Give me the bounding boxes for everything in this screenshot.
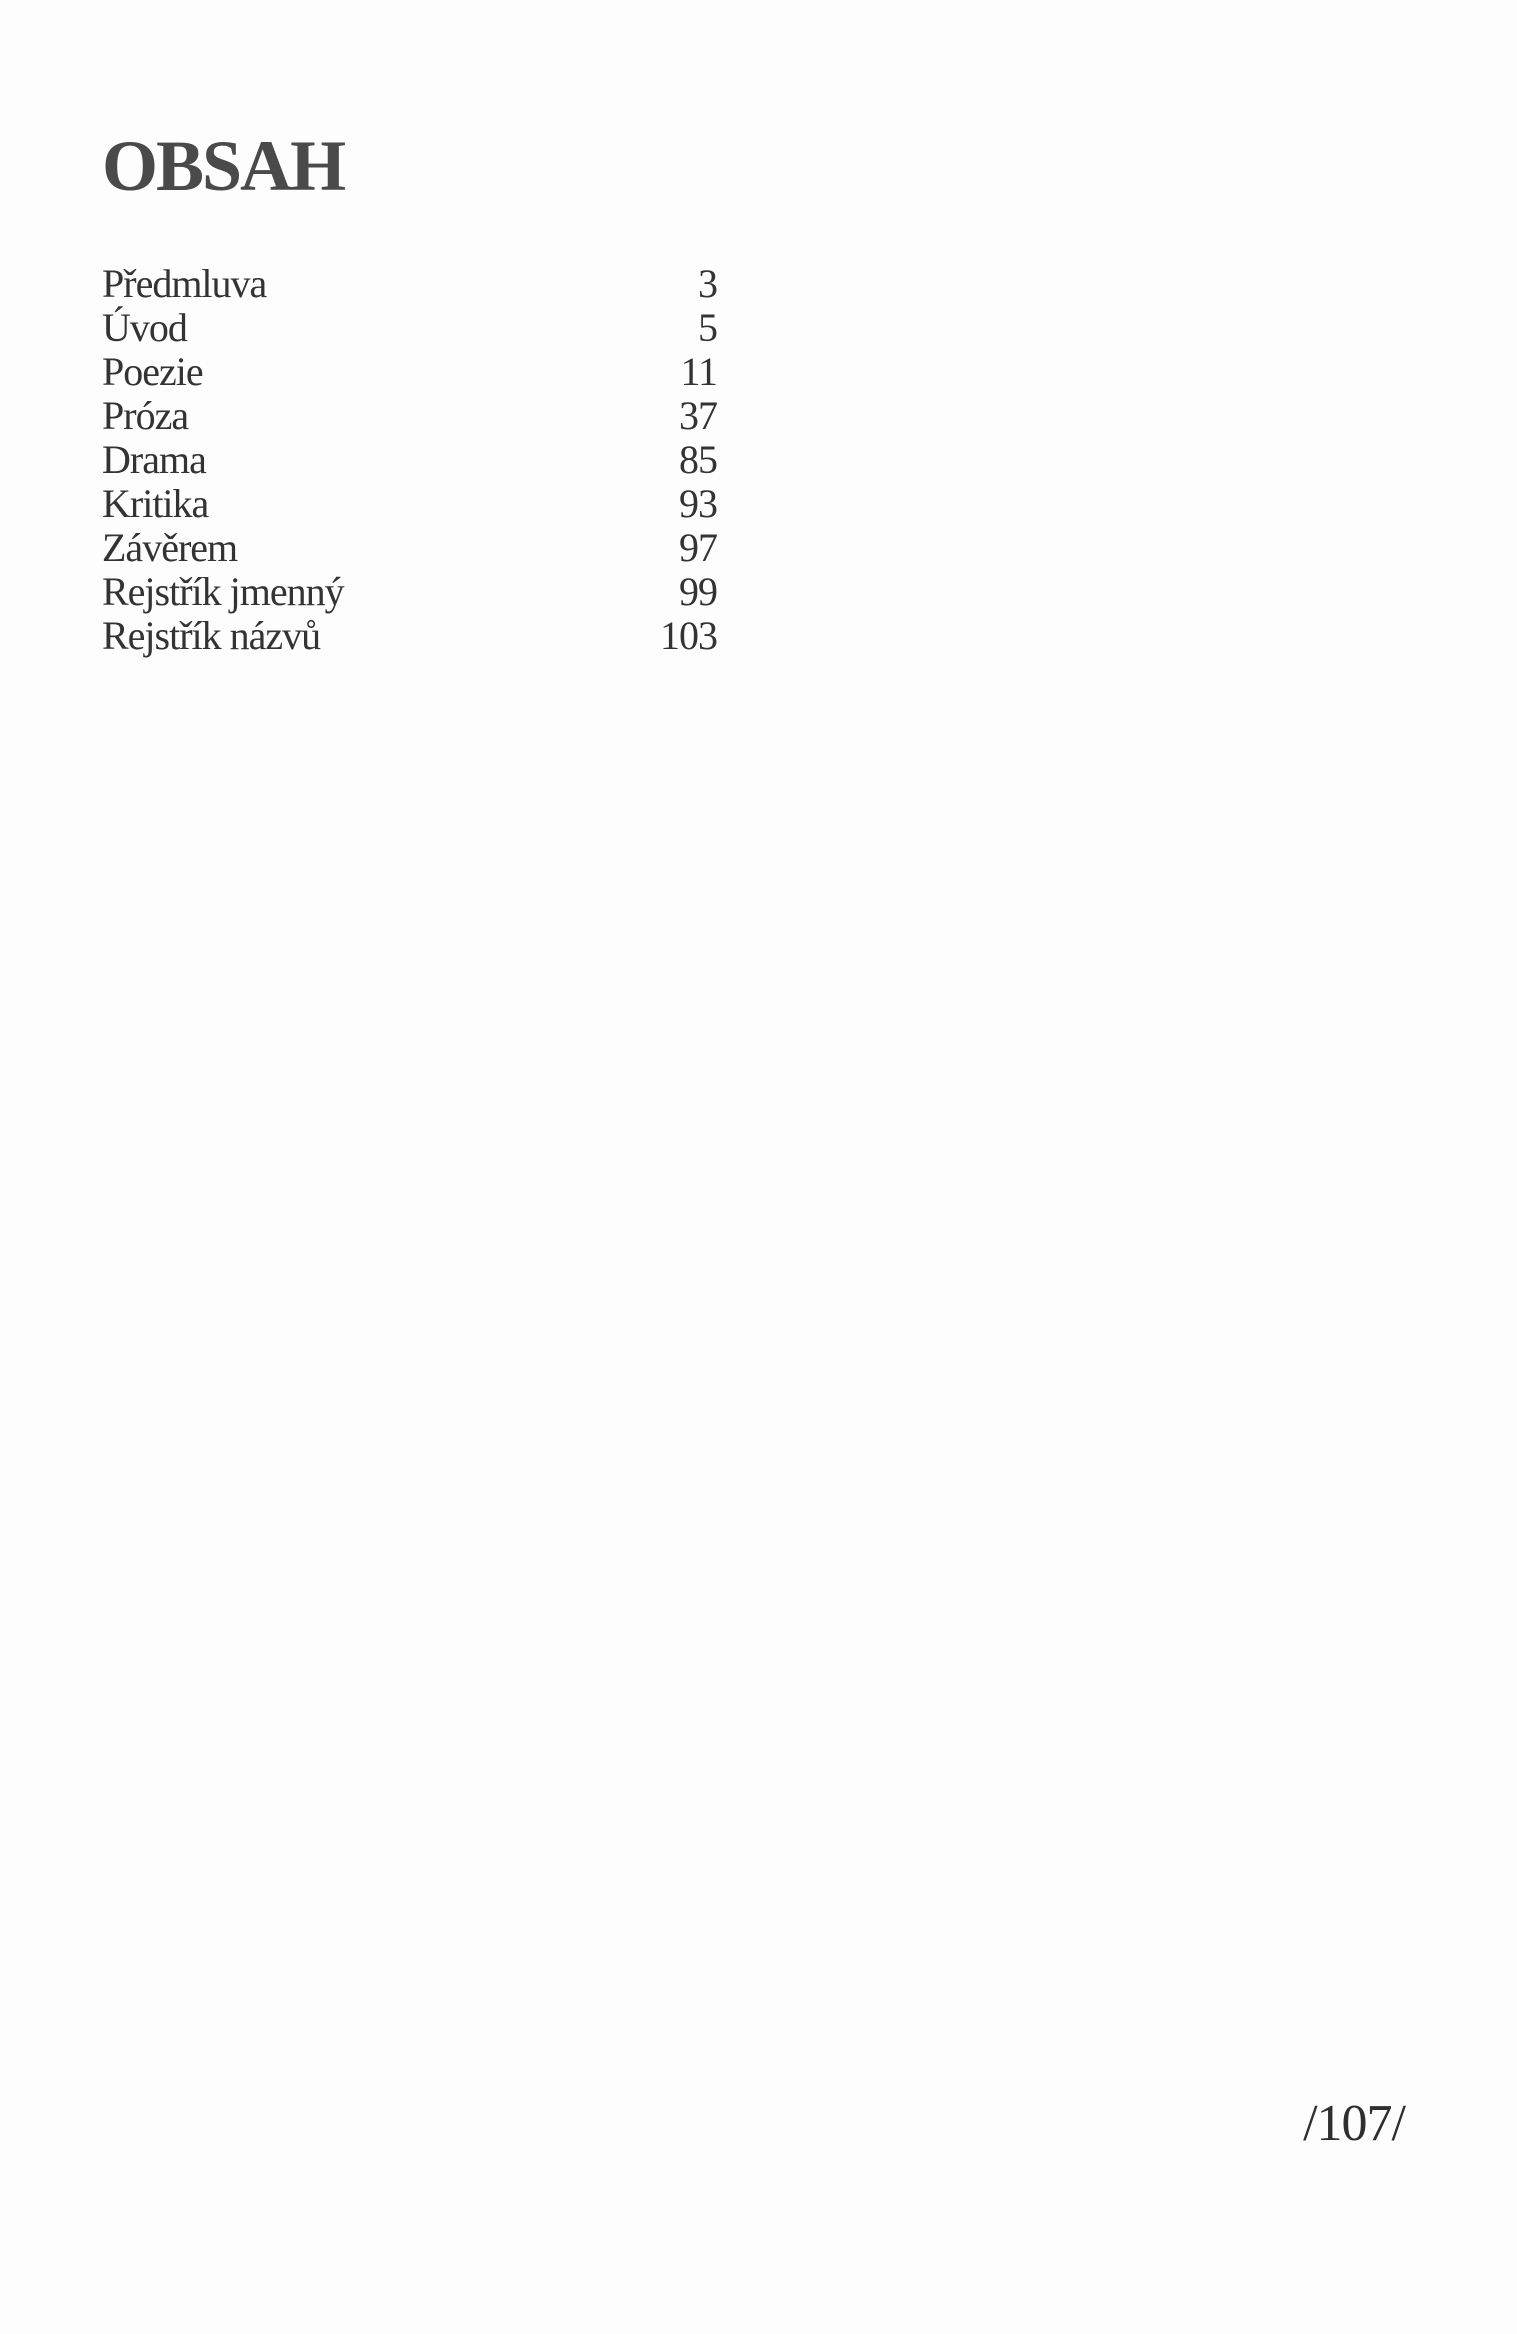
toc-entry-page: 85: [679, 437, 717, 482]
toc-entry-page: 37: [679, 393, 717, 438]
toc-entry-title: Závěrem: [102, 525, 238, 570]
toc-entry-page: 97: [679, 525, 717, 570]
toc-entry-title: Rejstřík jmenný: [102, 569, 344, 614]
toc-entry-kritika: [102, 482, 717, 526]
toc-entry-drama: [102, 438, 717, 482]
toc-entry-title: Kritika: [102, 481, 209, 526]
toc-entry-proza: [102, 394, 717, 438]
toc-entry-rejstrik-nazvu: [102, 614, 717, 658]
toc-entry-title: Próza: [102, 393, 189, 438]
page-title: OBSAH: [102, 126, 345, 206]
toc-entry-page: 5: [698, 305, 717, 350]
toc-entry-uvod: [102, 306, 717, 350]
toc-entry-page: 3: [698, 261, 717, 306]
toc-entry-rejstrik-jmenny: [102, 570, 717, 614]
toc-entry-title: Předmluva: [102, 261, 267, 306]
page-number: /107/: [1303, 2095, 1405, 2152]
toc-entry-zaverem: [102, 526, 717, 570]
table-of-contents: [102, 262, 717, 658]
toc-entry-title: Úvod: [102, 305, 187, 350]
toc-entry-page: 93: [679, 481, 717, 526]
toc-entry-title: Rejstřík názvů: [102, 613, 321, 658]
toc-entry-page: 99: [679, 569, 717, 614]
toc-entry-title: Poezie: [102, 349, 203, 394]
toc-entry-poezie: [102, 350, 717, 394]
toc-entry-title: Drama: [102, 437, 206, 482]
toc-entry-predmluva: [102, 262, 717, 306]
toc-entry-page: 103: [660, 613, 717, 658]
toc-entry-page: 11: [680, 349, 717, 394]
